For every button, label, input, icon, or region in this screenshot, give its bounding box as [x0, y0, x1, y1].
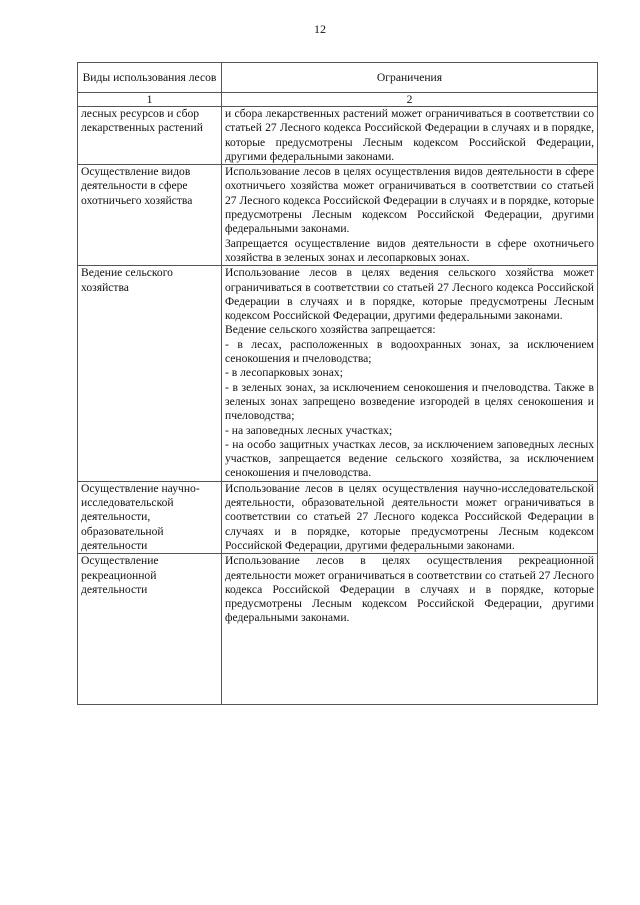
restrictions-cell: [222, 266, 598, 481]
restrictions-cell: [222, 165, 598, 266]
restriction-list-item: - на особо защитных участках лесов, за исключением заповедных лесных участков, запрещается ведение сельского хозяйства, за исключением сенокошения и пчеловодства.: [225, 437, 594, 480]
forest-use-type-cell: лесных ресурсов и сбор лекарственных растений: [78, 107, 222, 165]
page-number: 12: [314, 22, 326, 36]
table-row: [78, 554, 598, 705]
restriction-paragraph: Запрещается осуществление видов деятельности в сфере охотничьего хозяйства в зеленых зонах и лесопарковых зонах.: [225, 236, 594, 264]
restriction-list-item: - в лесопарковых зонах;: [225, 366, 343, 380]
restriction-paragraph: Использование лесов в целях ведения сельского хозяйства может ограничиваться в соответствии со статьей 27 Лесного кодекса Российской Федерации в случаях и в порядке, которые предусмотрены Лесным кодексом Российской Федерации, другими федеральными законами.: [225, 266, 594, 323]
forest-use-type-cell: Осуществление научно-исследовательской деятельности, образовательной деятельности: [78, 481, 222, 553]
forest-use-type-cell: Ведение сельского хозяйства: [78, 266, 222, 481]
restriction-list-item: - в лесах, расположенных в водоохранных зонах, за исключением сенокошения и пчеловодства;: [225, 337, 594, 366]
table-row: [78, 165, 598, 266]
column-number-1: 1: [78, 93, 222, 107]
header-cell-restrictions: Ограничения: [222, 63, 598, 93]
restriction-paragraph: и сбора лекарственных растений может ограничиваться в соответствии со статьей 27 Лесного кодекса Российской Федерации в случаях и в порядке, которые предусмотрены Лесным кодексом Российской Федерации, другими федеральными законами.: [225, 107, 594, 163]
header-cell-forest-use-types: Виды использования лесов: [78, 63, 222, 93]
table-header-row: [78, 63, 598, 93]
table-row: [78, 107, 598, 165]
restriction-list-item: - в зеленых зонах, за исключением сенокошения и пчеловодства. Также в зеленых зонах запрещено возведение изгородей в целях сенокошения и пчеловодства;: [225, 380, 594, 423]
restriction-list-item: - на заповедных лесных участках;: [225, 423, 393, 437]
forest-use-type-cell: Осуществление видов деятельности в сфере охотничьего хозяйства: [78, 165, 222, 266]
restriction-paragraph: Использование лесов в целях осуществления рекреационной деятельности может ограничиваться в соответствии со статьей 27 Лесного кодекса Российской Федерации в случаях и в порядке, которые предусмотрены Лесным кодексом Российской Федерации, другими федеральными законами.: [225, 554, 594, 625]
forest-use-type-cell: Осуществление рекреационной деятельности: [78, 554, 222, 705]
restriction-paragraph: Ведение сельского хозяйства запрещается:: [225, 323, 436, 337]
restrictions-cell: [222, 107, 598, 165]
column-numbering-row: [78, 93, 598, 107]
column-number-2: 2: [222, 93, 598, 107]
restrictions-cell: [222, 554, 598, 705]
restrictions-cell: [222, 481, 598, 553]
forest-use-restrictions-table: [77, 62, 598, 705]
restriction-paragraph: Использование лесов в целях осуществления видов деятельности в сфере охотничьего хозяйства может ограничиваться в соответствии со статьей 27 Лесного кодекса Российской Федерации в случаях и в порядке, которые предусмотрены Лесным кодексом Российской Федерации, другими федеральными законами.: [225, 165, 594, 236]
table-row: [78, 481, 598, 553]
restriction-paragraph: Использование лесов в целях осуществления научно-исследовательской деятельности, образовательной деятельности может ограничиваться в соответствии со статьей 27 Лесного кодекса Российской Федерации в случаях и в порядке, которые предусмотрены Лесным кодексом Российской Федерации, другими федеральными законами.: [225, 481, 594, 552]
table-row: [78, 266, 598, 481]
